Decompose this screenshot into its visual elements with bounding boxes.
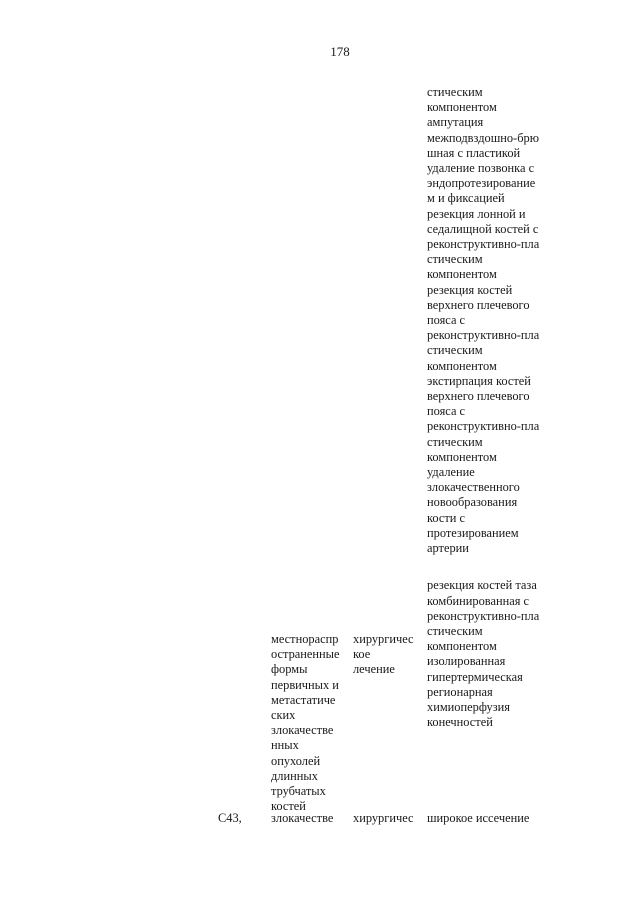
method-line: компонентом	[427, 358, 497, 373]
method-line: регионарная	[427, 684, 493, 699]
method-line: стическим	[427, 434, 483, 449]
method-line: комбинированная с	[427, 593, 530, 608]
diagnosis-line: злокачестве	[271, 723, 334, 738]
method-line: седалищной костей с	[427, 221, 539, 236]
diagnosis-line: ских	[271, 708, 296, 723]
icd-code: С43,	[218, 811, 242, 825]
method-line: компонентом	[427, 639, 497, 654]
diagnosis-line: формы	[271, 662, 308, 677]
method-line: эндопротезирование	[427, 176, 536, 191]
diagnosis-column	[271, 632, 339, 814]
diagnosis-line: местнораспр	[271, 632, 339, 646]
method-line: резекция костей таза	[427, 578, 537, 593]
method-line: компонентом	[427, 267, 497, 282]
method-line: удаление позвонка с	[427, 161, 535, 176]
row-method: широкое иссечение	[427, 811, 530, 825]
method-line: пояса с	[427, 404, 466, 419]
method-line: верхнего плечевого	[427, 389, 530, 404]
method-line: гипертермическая	[427, 669, 523, 684]
method-line: конечностей	[427, 715, 493, 730]
method-line: стическим	[427, 85, 483, 99]
method-line: экстирпация костей	[427, 373, 531, 388]
method-line: реконструктивно-пла	[427, 608, 540, 623]
method-line: стическим	[427, 343, 483, 358]
method-line: м и фиксацией	[427, 191, 505, 206]
diagnosis-line: опухолей	[271, 753, 321, 768]
method-line: новообразования	[427, 495, 518, 510]
method-line: компонентом	[427, 100, 497, 115]
method-line: кости с	[427, 510, 466, 525]
method-line: ампутация	[427, 115, 484, 130]
diagnosis-line: костей	[271, 799, 306, 814]
diagnosis-line: длинных	[271, 768, 318, 783]
method-line: стическим	[427, 623, 483, 638]
treatment-type-column	[353, 632, 414, 678]
method-line: реконструктивно-пла	[427, 328, 540, 343]
method-line: химиоперфузия	[427, 699, 510, 714]
diagnosis-line: первичных и	[271, 677, 339, 692]
treatment-methods-column	[427, 85, 539, 730]
method-line: реконструктивно-пла	[427, 237, 540, 252]
treatment-line: хирургичес	[353, 632, 414, 646]
method-line: верхнего плечевого	[427, 297, 530, 312]
method-line: артерии	[427, 541, 469, 556]
method-line: протезированием	[427, 525, 519, 540]
method-line: межподвздошно-брю	[427, 130, 539, 145]
page-number: 178	[330, 44, 350, 59]
row-diagnosis: злокачестве	[271, 811, 334, 825]
method-line: злокачественного	[427, 480, 520, 495]
diagnosis-line: метастатиче	[271, 692, 336, 707]
method-line: резекция костей	[427, 282, 513, 297]
treatment-line: кое	[353, 647, 371, 662]
method-line: резекция лонной и	[427, 206, 526, 221]
method-line: стическим	[427, 252, 483, 267]
diagnosis-line: трубчатых	[271, 784, 326, 799]
method-line: изолированная	[427, 654, 506, 669]
treatment-line: лечение	[353, 662, 395, 677]
diagnosis-line: остраненные	[271, 647, 340, 662]
method-line: компонентом	[427, 449, 497, 464]
method-line: реконструктивно-пла	[427, 419, 540, 434]
diagnosis-line: нных	[271, 738, 299, 753]
method-line: шная с пластикой	[427, 145, 521, 160]
row-gap	[427, 556, 539, 578]
method-line: удаление	[427, 465, 475, 480]
method-line: пояса с	[427, 313, 466, 328]
row-treatment: хирургичес	[353, 811, 414, 825]
